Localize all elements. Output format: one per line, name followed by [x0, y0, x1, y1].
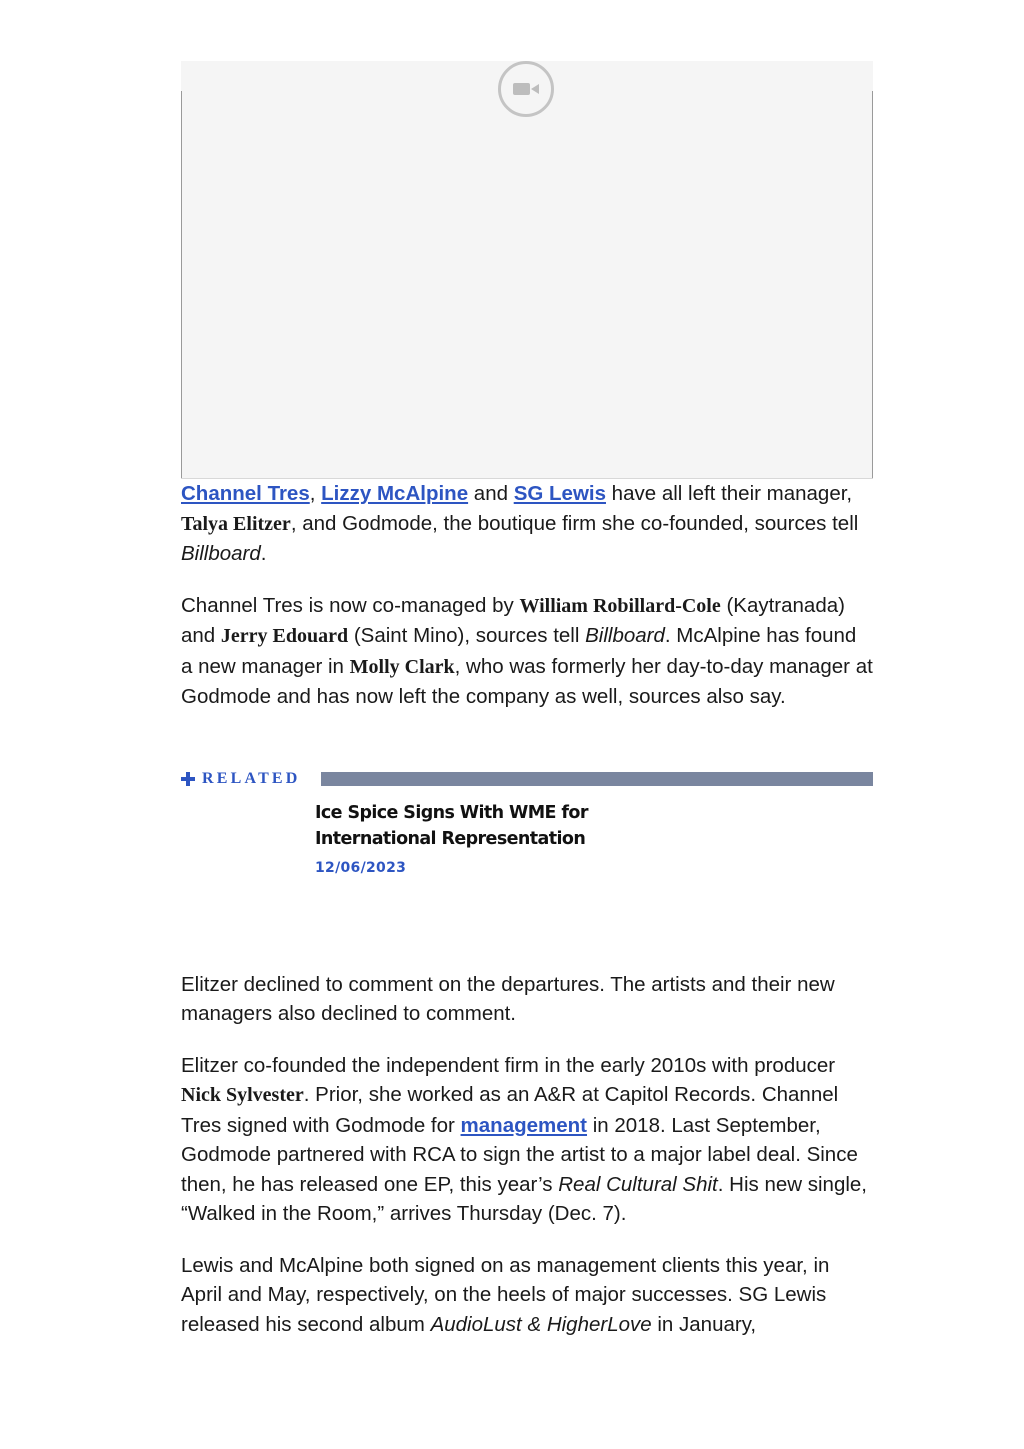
- related-article-date: 12/06/2023: [315, 859, 407, 876]
- video-player[interactable]: [181, 61, 873, 479]
- link-management[interactable]: management: [460, 1113, 588, 1137]
- person-name: Jerry Edouard: [220, 625, 349, 647]
- related-article[interactable]: [315, 800, 645, 876]
- link-lizzy-mcalpine[interactable]: Lizzy McAlpine: [321, 482, 469, 505]
- paragraph-clients: Lewis and McAlpine both signed on as management clients this year, in April and May, respectively, on the heels of major successes. SG Lewis released his second album AudioLust & HigherLove in January,: [181, 1253, 830, 1336]
- article-body: [181, 61, 873, 1339]
- person-name: Nick Sylvester: [181, 1084, 304, 1106]
- related-header: [181, 770, 873, 802]
- person-name: William Robillard-Cole: [519, 594, 721, 617]
- related-divider-bar: [321, 772, 873, 786]
- person-name: Molly Clark: [349, 655, 455, 678]
- person-name: Talya Elitzer: [181, 512, 291, 535]
- paragraph-history: Elitzer co-founded the independent firm in the early 2010s with producer Nick Sylvester. Prior, she worked as an A&R at Capitol Records. Channel Tres signed with Godmode for management in 2018. Last September, Godmode partnered with RCA to sign the artist to a major label deal. Since then, he has released one EP, this year’s Real Cultural Shit. His new single, “Walked in the Room,” arrives Thursday (Dec. 7).: [181, 1053, 868, 1225]
- link-channel-tres[interactable]: Channel Tres: [181, 482, 310, 505]
- paragraph-intro: Channel Tres, Lizzy McAlpine and SG Lewis have all left their manager, Talya Elitzer, and Godmode, the boutique firm she co-founded, sources tell Billboard.: [181, 482, 859, 565]
- related-article-title[interactable]: Ice Spice Signs With WME for International Representation: [315, 802, 588, 849]
- plus-icon: [181, 772, 195, 786]
- paragraph-managers: Channel Tres is now co-managed by William Robillard-Cole (Kaytranada) and Jerry Edouard (Saint Mino), sources tell Billboard. McAlpine has found a new manager in Molly Clark, who was formerly her day-to-day manager at Godmode and has now left the company as well, sources also say.: [181, 593, 873, 708]
- video-camera-icon[interactable]: [498, 61, 554, 117]
- link-sg-lewis[interactable]: SG Lewis: [513, 482, 606, 505]
- related-label: RELATED: [202, 769, 301, 787]
- related-module: [181, 770, 873, 970]
- paragraph-declined: Elitzer declined to comment on the departures. The artists and their new managers also declined to comment.: [181, 972, 835, 1025]
